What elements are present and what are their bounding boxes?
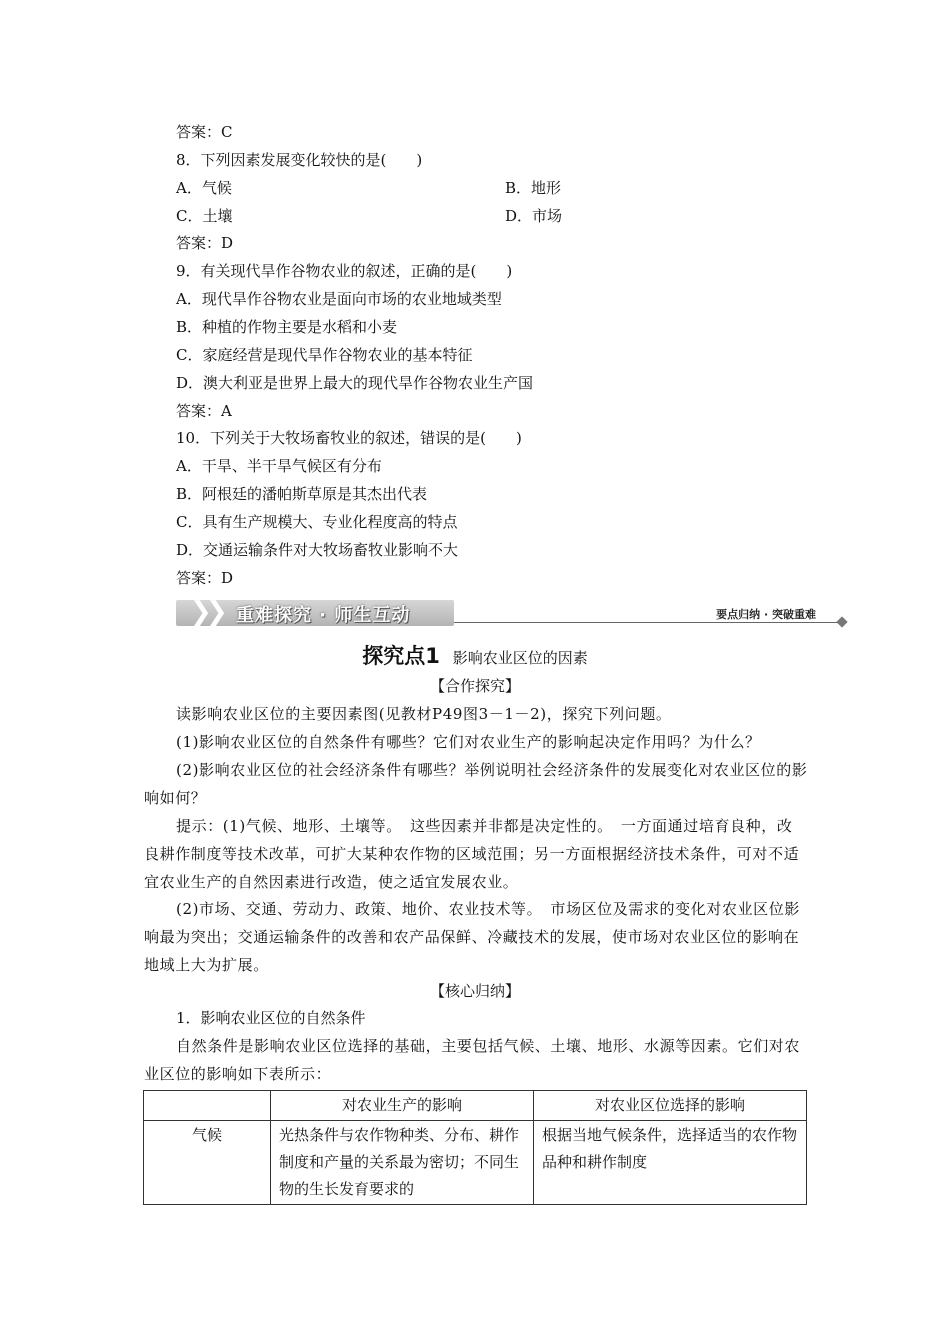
hint-1: 提示：(1)气候、地形、土壤等。 这些因素并非都是决定性的。 一方面通过培育良种，改良耕作制度等技术改革，可扩大某种农作物的区域范围；另一方面根据经济技术条件，可对不适宜农业生产的自然因素进行改造，使之适宜发展农业。 xyxy=(144,817,800,891)
table-cell: 根据当地气候条件，选择适当的农作物品种和耕作制度 xyxy=(534,1121,807,1205)
diamond-icon xyxy=(836,616,847,627)
intro-paragraph: 读影响农业区位的主要因素图(见教材P49图3－1－2)，探究下列问题。 xyxy=(176,705,672,723)
section-heading xyxy=(0,640,950,670)
question-9-option-d: D．澳大利亚是世界上最大的现代旱作谷物农业生产国 xyxy=(176,374,534,392)
question-10-option-a: A．干旱、半干旱气候区有分布 xyxy=(176,457,382,475)
question-8-option-b: B．地形 xyxy=(505,179,562,197)
question-10-option-c: C．具有生产规模大、专业化程度高的特点 xyxy=(176,513,458,531)
question-9-stem: 9．有关现代旱作谷物农业的叙述，正确的是( ) xyxy=(176,262,513,280)
factor-table xyxy=(143,1090,807,1205)
answer-8: 答案：D xyxy=(176,234,234,252)
chevron-right-icon: ❯ xyxy=(190,597,212,627)
question-8-option-c: C．土壤 xyxy=(176,207,233,225)
question-9-option-b: B．种植的作物主要是水稻和小麦 xyxy=(176,318,398,336)
table-header-cell: 对农业区位选择的影响 xyxy=(534,1091,807,1121)
divider xyxy=(454,622,842,623)
question-1: (1)影响农业区位的自然条件有哪些？它们对农业生产的影响起决定作用吗？为什么？ xyxy=(176,733,761,751)
question-9-option-c: C．家庭经营是现代旱作谷物农业的基本特征 xyxy=(176,346,473,364)
banner-subtitle: 要点归纳 · 突破重难 xyxy=(716,608,816,621)
cooperative-inquiry-label: 【合作探究】 xyxy=(429,677,520,695)
answer-9: 答案：A xyxy=(176,402,232,420)
question-8-option-a: A．气候 xyxy=(176,179,232,197)
table-header-cell xyxy=(144,1091,271,1121)
core-summary-label: 【核心归纳】 xyxy=(429,982,520,1000)
banner-title: 重难探究 · 师生互动 xyxy=(236,605,411,626)
table-header-cell: 对农业生产的影响 xyxy=(271,1091,534,1121)
question-9-option-a: A．现代旱作谷物农业是面向市场的农业地域类型 xyxy=(176,290,502,308)
question-10-option-d: D．交通运输条件对大牧场畜牧业影响不大 xyxy=(176,541,459,559)
chevron-right-icon: ❯ xyxy=(206,597,228,627)
table-cell: 光热条件与农作物种类、分布、耕作制度和产量的关系最为密切；不同生物的生长发育要求的 xyxy=(271,1121,534,1205)
item-1-text: 自然条件是影响农业区位选择的基础，主要包括气候、土壤、地形、水源等因素。它们对农业区位的影响如下表所示： xyxy=(144,1037,801,1083)
question-2: (2)影响农业区位的社会经济条件有哪些？举例说明社会经济条件的发展变化对农业区位的影响如何？ xyxy=(144,761,808,807)
answer-7: 答案：C xyxy=(176,123,233,141)
answer-10: 答案：D xyxy=(176,569,234,587)
hint-2: (2)市场、交通、劳动力、政策、地价、农业技术等。 市场区位及需求的变化对农业区位影响最为突出；交通运输条件的改善和农产品保鲜、冷藏技术的发展，使市场对农业区位的影响在地域上大为扩展。 xyxy=(144,900,800,974)
question-10-stem: 10．下列关于大牧场畜牧业的叙述，错误的是( ) xyxy=(176,429,522,447)
heading-big: 探究点1 xyxy=(362,644,440,668)
question-8-stem: 8．下列因素发展变化较快的是( ) xyxy=(176,151,423,169)
section-banner xyxy=(176,598,846,630)
item-1-title: 1．影响农业区位的自然条件 xyxy=(176,1009,366,1027)
heading-small: 影响农业区位的因素 xyxy=(452,649,588,667)
question-8-option-d: D．市场 xyxy=(505,207,563,225)
table-row xyxy=(144,1121,807,1205)
table-cell: 气候 xyxy=(144,1121,271,1205)
question-10-option-b: B．阿根廷的潘帕斯草原是其杰出代表 xyxy=(176,485,428,503)
table-header-row xyxy=(144,1091,807,1121)
